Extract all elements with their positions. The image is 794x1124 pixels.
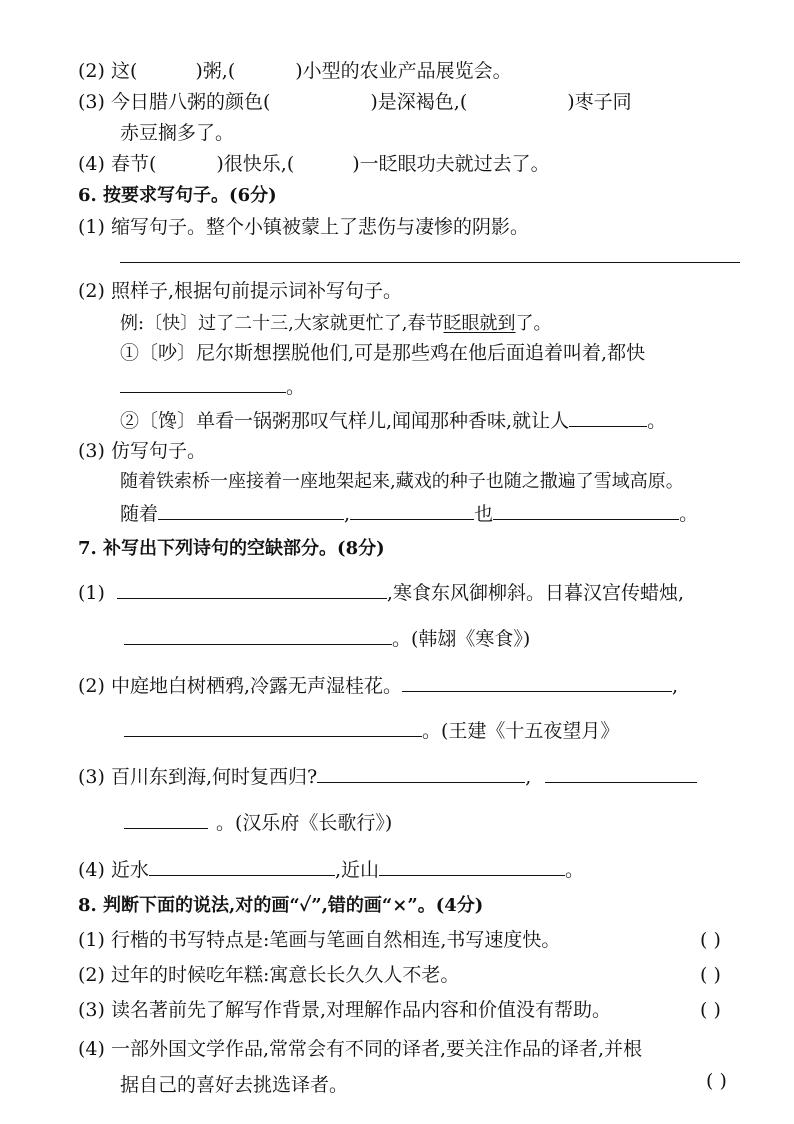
q6-1-prompt: (1) 缩写句子。整个小镇被蒙上了悲伤与凄惨的阴影。 [78, 216, 529, 238]
q7-2-line-b [124, 718, 619, 744]
q7-2-blank-1[interactable] [402, 673, 672, 692]
q5-2-text-c: )小型的农业产品展览会。 [295, 60, 512, 82]
q7-4-line [78, 857, 584, 883]
q8-title: 8. 判断下面的说法,对的画“✓”,错的画“×”。(4分) [78, 895, 484, 916]
q7-3-line-b [124, 810, 392, 836]
q7-2-text-b: , [672, 675, 679, 697]
q5-line-3 [78, 89, 632, 115]
q6-example-text-b: 了。 [515, 313, 552, 334]
q5-3-text-c: )枣子同 [567, 91, 632, 113]
q7-4-blank-2[interactable] [379, 857, 565, 876]
q7-3-blank-1[interactable] [317, 764, 525, 783]
q6-2-item-1-end: 。 [286, 376, 306, 398]
q6-3-blank-2[interactable] [350, 501, 474, 520]
q6-3-text-c: 也 [474, 503, 494, 525]
q7-1-line-a [78, 580, 684, 606]
q6-3-model-sentence: 随着铁索桥一座接着一座地架起来,藏戏的种子也随之撒遍了雪域高原。 [120, 471, 684, 492]
q6-2-item-2-end: 。 [647, 410, 667, 432]
q8-item-1-answer[interactable]: ( ) [700, 929, 721, 951]
q7-1-text-b: 。(韩翃《寒食》) [392, 628, 531, 650]
q7-4-blank-1[interactable] [149, 857, 335, 876]
q7-3-line-a [78, 764, 697, 790]
q5-line-4 [78, 151, 550, 177]
q7-4-text-c: 。 [565, 859, 585, 881]
q7-4-text-a: (4) 近水 [78, 859, 149, 881]
q5-4-text-a: (4) 春节( [78, 153, 157, 175]
q6-3-fill [120, 501, 698, 527]
q5-line-2 [78, 58, 512, 84]
q7-1-blank-2[interactable] [124, 626, 392, 645]
q8-item-4-line-2: 据自己的喜好去挑选译者。 [120, 1074, 349, 1096]
q5-4-text-b: )很快乐,( [216, 153, 295, 175]
q8-item-3: (3) 读名著前先了解写作背景,对理解作品内容和价值没有帮助。 [78, 999, 611, 1021]
q7-1-blank-1[interactable] [117, 580, 387, 599]
q7-title: 7. 补写出下列诗句的空缺部分。(8分) [78, 538, 385, 559]
q8-item-4-line-1: (4) 一部外国文学作品,常常会有不同的译者,要关注作品的译者,并根 [78, 1038, 643, 1060]
q7-3-text-b: , [525, 766, 532, 788]
q6-2-item-2-blank[interactable] [569, 408, 647, 427]
q5-3-text-a: (3) 今日腊八粥的颜色( [78, 91, 271, 113]
q6-2-item-1-fill [120, 374, 305, 400]
q6-3-text-d: 。 [679, 503, 699, 525]
q8-item-4-answer[interactable]: ( ) [706, 1070, 727, 1092]
q7-1-number: (1) [78, 582, 105, 604]
q7-2-text-a: (2) 中庭地白树栖鸦,冷露无声湿桂花。 [78, 675, 402, 697]
q7-3-blank-3[interactable] [124, 810, 208, 829]
q7-4-text-b: ,近山 [334, 859, 380, 881]
q7-2-blank-2[interactable] [124, 718, 422, 737]
q7-2-text-c: 。(王建《十五夜望月》 [422, 720, 620, 742]
q8-item-1: (1) 行楷的书写特点是:笔画与笔画自然相连,书写速度快。 [78, 929, 561, 951]
q7-3-text-c: 。(汉乐府《长歌行》) [216, 812, 393, 834]
q6-example-underlined: 眨眼就到 [443, 313, 516, 334]
q7-3-text-a: (3) 百川东到海,何时复西归? [78, 766, 318, 788]
q6-3-text-b: , [344, 503, 351, 525]
q5-3-text-b: )是深褐色,( [370, 91, 468, 113]
q6-3-blank-3[interactable] [493, 501, 679, 520]
q5-3-continuation: 赤豆搁多了。 [120, 122, 235, 144]
q6-2-item-2 [120, 408, 666, 434]
q7-1-line-b [124, 626, 530, 652]
q7-3-blank-2[interactable] [545, 764, 697, 783]
q7-2-line-a [78, 673, 678, 699]
q6-example-text-a: 例:〔快〕过了二十三,大家就更忙了,春节 [120, 313, 444, 334]
q6-1-answer-line[interactable] [120, 262, 740, 263]
q8-item-3-answer[interactable]: ( ) [700, 999, 721, 1021]
q5-2-text-a: (2) 这( [78, 60, 138, 82]
q6-2-prompt: (2) 照样子,根据句前提示词补写句子。 [78, 280, 402, 302]
q6-2-item-1-blank[interactable] [120, 374, 286, 393]
q6-3-prompt: (3) 仿写句子。 [78, 440, 206, 462]
q5-4-text-c: )一眨眼功夫就过去了。 [352, 153, 550, 175]
q6-2-example [120, 311, 552, 337]
q5-2-text-b: )粥,( [195, 60, 236, 82]
q8-item-2: (2) 过年的时候吃年糕:寓意长长久久人不老。 [78, 964, 460, 986]
q6-title: 6. 按要求写句子。(6分) [78, 185, 277, 206]
q6-3-blank-1[interactable] [158, 501, 344, 520]
q6-2-item-1: ①〔吵〕尼尔斯想摆脱他们,可是那些鸡在他后面追着叫着,都快 [120, 342, 646, 364]
q8-item-2-answer[interactable]: ( ) [700, 964, 721, 986]
q6-3-text-a: 随着 [120, 503, 159, 525]
q6-2-item-2-text: ②〔馋〕单看一锅粥那叹气样儿,闻闻那种香味,就让人 [120, 410, 570, 432]
q7-1-text-a: ,寒食东风御柳斜。日暮汉宫传蜡烛, [386, 582, 685, 604]
